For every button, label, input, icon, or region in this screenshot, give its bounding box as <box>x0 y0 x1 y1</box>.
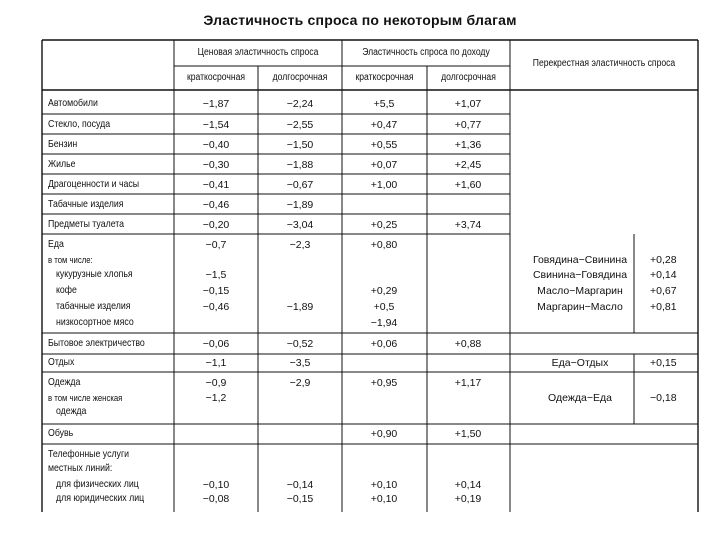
cell: +0,77 <box>454 119 482 131</box>
cell: −1,50 <box>286 139 314 151</box>
cell: −2,9 <box>289 377 311 389</box>
cross-value: +0,67 <box>650 285 677 297</box>
cell: −2,24 <box>286 98 314 110</box>
row-label: Автомобили <box>48 98 98 109</box>
food-item: низкосортное мясо <box>56 317 134 328</box>
cell: −2,3 <box>289 239 311 251</box>
cell: −1,94 <box>370 317 398 329</box>
cell: +0,06 <box>370 338 398 350</box>
cell: +0,90 <box>370 428 398 440</box>
cell: +1,00 <box>370 179 398 191</box>
cell: +0,55 <box>370 139 398 151</box>
cross-value: +0,14 <box>650 269 677 281</box>
page-title: Эластичность спроса по некоторым благам <box>203 12 517 28</box>
cell: +0,88 <box>454 338 482 350</box>
cell: −1,1 <box>205 357 227 369</box>
cell: −1,87 <box>202 98 230 110</box>
cell: −1,54 <box>202 119 230 131</box>
header-income-long: долгосрочная <box>441 72 496 83</box>
header-cross: Перекрестная эластичность спроса <box>532 58 676 69</box>
cell: −0,9 <box>205 377 227 389</box>
row-label: Табачные изделия <box>48 199 124 210</box>
row-label: Жилье <box>48 159 76 170</box>
cell: −0,41 <box>202 179 230 191</box>
food-item: кофе <box>56 285 77 296</box>
row-label: Бытовое электричество <box>48 338 145 349</box>
cell: −1,2 <box>205 392 227 404</box>
cell: +1,17 <box>454 377 482 389</box>
cell: +0,14 <box>454 479 482 491</box>
cell: +0,29 <box>370 285 398 297</box>
header-income-short: краткосрочная <box>355 72 414 83</box>
cross-pair: Свинина−Говядина <box>532 269 628 281</box>
cross-value: +0,81 <box>650 301 677 313</box>
row-label: Предметы туалета <box>48 219 125 230</box>
cell: +1,36 <box>454 139 482 151</box>
cell: −0,10 <box>202 479 230 491</box>
cell: +5,5 <box>373 98 395 110</box>
cell: +3,74 <box>454 219 482 231</box>
cross-pair: Маргарин−Масло <box>537 301 623 313</box>
cell: +2,45 <box>454 159 482 171</box>
header-income: Эластичность спроса по доходу <box>362 47 490 58</box>
cell: −0,46 <box>202 199 230 211</box>
cell: +0,10 <box>370 493 398 505</box>
row-label: Драгоценности и часы <box>48 179 140 190</box>
cell: +0,95 <box>370 377 398 389</box>
row-label: Телефонные услуги <box>48 449 130 460</box>
cell: −0,20 <box>202 219 230 231</box>
cross-pair: Говядина−Свинина <box>532 254 628 266</box>
row-label: Стекло, посуда <box>48 119 111 130</box>
food-item: табачные изделия <box>56 301 131 312</box>
cell: −0,14 <box>286 479 314 491</box>
cell: −0,7 <box>205 239 227 251</box>
cell: −3,04 <box>286 219 314 231</box>
cell: −3,5 <box>289 357 311 369</box>
cross-value: +0,15 <box>650 357 677 369</box>
cell: −1,89 <box>286 199 314 211</box>
row-sublabel: для физических лиц <box>56 479 139 490</box>
row-sublabel: для юридических лиц <box>56 493 145 504</box>
cell: −0,52 <box>286 338 314 350</box>
row-label: местных линий: <box>48 463 113 474</box>
cell: −0,40 <box>202 139 230 151</box>
cell: −0,06 <box>202 338 230 350</box>
cell: −1,5 <box>205 269 227 281</box>
cross-value: −0,18 <box>650 392 677 404</box>
cell: −0,15 <box>286 493 314 505</box>
cross-pair: Одежда−Еда <box>548 392 612 404</box>
food-item: кукурузные хлопья <box>56 269 133 280</box>
cell: −0,15 <box>202 285 230 297</box>
cell: +0,07 <box>370 159 398 171</box>
cell: −1,88 <box>286 159 314 171</box>
cell: +1,50 <box>454 428 482 440</box>
cell: −1,89 <box>286 301 314 313</box>
row-label: Обувь <box>48 428 74 439</box>
row-sublabel: в том числе: <box>48 255 93 265</box>
row-label: Бензин <box>48 139 78 150</box>
cell: +0,19 <box>454 493 482 505</box>
cell: +0,10 <box>370 479 398 491</box>
header-price-long: долгосрочная <box>272 72 328 83</box>
row-label: Отдых <box>48 357 75 368</box>
cell: −0,67 <box>286 179 314 191</box>
cell: +1,60 <box>454 179 482 191</box>
header-price-short: краткосрочная <box>186 72 246 83</box>
row-sublabel: в том числе женская <box>48 393 123 403</box>
cell: −0,30 <box>202 159 230 171</box>
cell: +0,5 <box>373 301 395 313</box>
header-price: Ценовая эластичность спроса <box>197 47 319 58</box>
cell: +0,25 <box>370 219 398 231</box>
cross-pair: Масло−Маргарин <box>537 285 623 297</box>
cell: +0,80 <box>370 239 398 251</box>
cell: +0,47 <box>370 119 398 131</box>
row-label: Еда <box>48 239 64 250</box>
cell: −0,46 <box>202 301 230 313</box>
row-label: Одежда <box>48 377 81 388</box>
cross-pair: Еда−Отдых <box>551 357 609 369</box>
cell: −2,55 <box>286 119 314 131</box>
cell: −0,08 <box>202 493 230 505</box>
cross-value: +0,28 <box>650 254 677 266</box>
row-sublabel: одежда <box>56 406 87 417</box>
cell: +1,07 <box>454 98 482 110</box>
